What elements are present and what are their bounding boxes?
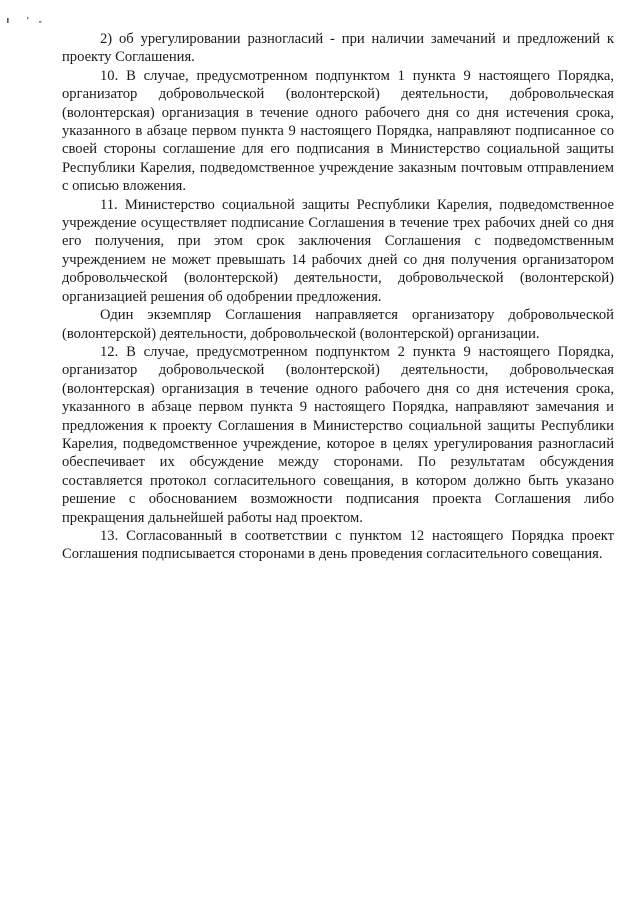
scan-artifact-marks (6, 14, 46, 28)
paragraph-12: 12. В случае, предусмотренном подпунктом 2 пункта 9 настоящего Порядка, организатор добровольческой (волонтерской) деятельности, добровольческая (волонтерская) организация в течение одного рабочего дня со дня истечения срока, указанного в абзаце первом пункта 9 настоящего Порядка, направляют замечания и предложения к проекту Соглашения в Министерство социальной защиты Республики Карелия, подведомственное учреждение, которое в целях урегулирования разногласий обеспечивает их обсуждение между сторонами. По результатам обсуждения составляется протокол согласительного совещания, в котором должно быть указано решение с обоснованием возможности подписания проекта Соглашения либо прекращения дальнейшей работы над проектом. (62, 343, 614, 526)
paragraph-10: 10. В случае, предусмотренном подпунктом 1 пункта 9 настоящего Порядка, организатор добровольческой (волонтерской) деятельности, добровольческая (волонтерская) организация в течение одного рабочего дня со дня истечения срока, указанного в абзаце первом пункта 9 настоящего Порядка, направляют подписанное со своей стороны соглашение для его подписания в Министерство социальной защиты Республики Карелия, подведомственное учреждение заказным почтовым отправлением с описью вложения. (62, 67, 614, 195)
paragraph-one-copy: Один экземпляр Соглашения направляется организатору добровольческой (волонтерской) деятельности, добровольческой (волонтерской) организации. (62, 307, 614, 342)
paragraph-11: 11. Министерство социальной защиты Республики Карелия, подведомственное учреждение осуществляет подписание Соглашения в течение трех рабочих дней со дня его получения, при этом срок заключения Соглашения с подведомственным учреждением не может превышать 14 рабочих дней со дня получения организатором добровольческой (волонтерской) деятельности, добровольческой (волонтерской) организацией решения об одобрении предложения. (62, 196, 614, 305)
paragraph-13: 13. Согласованный в соответствии с пунктом 12 настоящего Порядка проект Соглашения подписывается сторонами в день проведения согласительного совещания. (62, 527, 614, 563)
paragraph-item-2-disagreements: 2) об урегулировании разногласий - при наличии замечаний и предложений к проекту Соглашения. (62, 31, 614, 66)
document-body (62, 30, 614, 564)
